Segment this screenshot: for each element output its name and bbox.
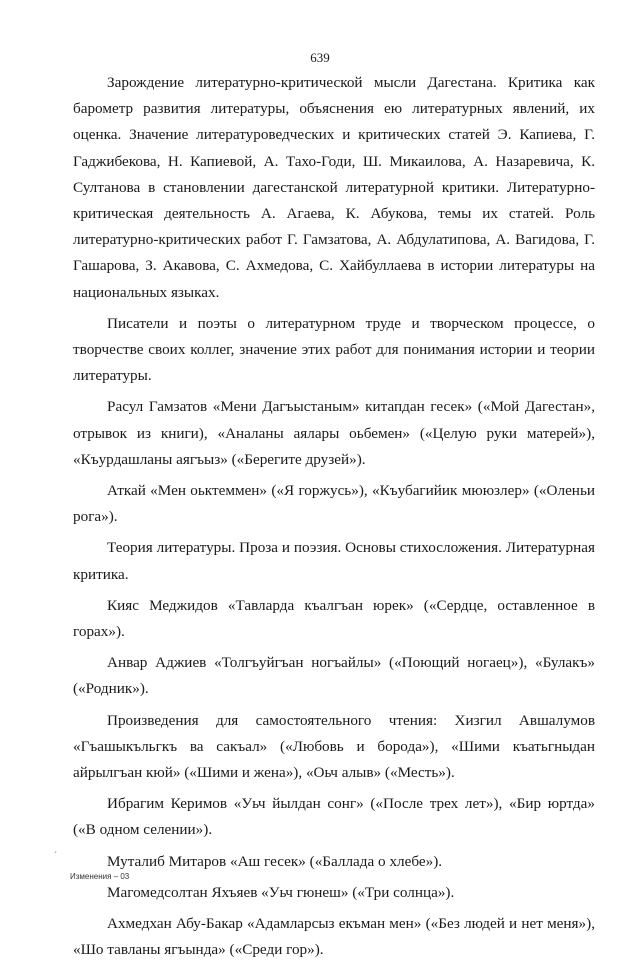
scan-mark: ˊ [54,850,57,860]
footer-revision: Изменения – 03 [70,872,130,881]
paragraph-theory: Теория литературы. Проза и поэзия. Основы стихосложения. Литературная критика. [73,539,595,583]
paragraph-abu-bakar: Ахмедхан Абу-Бакар «Адамларсыз екъман мен» («Без людей и нет меня»), «Шо тавланы ягъында» («Среди гор»). [73,915,595,959]
body-text [73,70,595,969]
paragraph-kerimov: Ибрагим Керимов «Уьч йылдан сонг» («После трех лет»), «Бир юртда» («В одном селении»). [73,795,595,839]
paragraph-writers-on-work: Писатели и поэты о литературном труде и творческом процессе, о творчестве своих коллег, значение этих работ для понимания истории и теории литературы. [73,314,595,385]
paragraph-atkay: Аткай «Мен оьктеммен» («Я горжусь»), «Къубагийик мююзлер» («Оленьи рога»). [73,482,595,526]
page-number: 639 [310,50,330,65]
paragraph-gamzatov: Расул Гамзатов «Мени Дагъыстаным» китапдан гесек» («Мой Дагестан», отрывок из книги), «Аналаны аялары оьбемен» («Целую руки матерей»), «Къурдашланы аягъыз» («Берегите друзей»). [73,398,595,468]
paragraph-yakhyaev: Магомедсолтан Яхъяев «Уьч гюнеш» («Три солнца»). [107,883,455,901]
paragraph-mitarov: Муталиб Митаров «Аш гесек» («Баллада о хлебе»). [107,852,443,870]
paragraph-criticism-origins: Зарождение литературно-критической мысли Дагестана. Критика как барометр развития литературы, объяснения ею литературных явлений, их оценка. Значение литературоведческих и критических статей Э. Капиева, Г. Гаджибекова, Н. Капиевой, А. Тахо-Годи, Ш. Микаилова, А. Назаревича, К. Султанова в становлении дагестанской литературной критики. Литературно-критическая деятельность А. Агаева, К. Абукова, темы их статей. Роль литературно-критических работ Г. Гамзатова, А. Абдулатипова, А. Вагидова, Г. Гашарова, З. Акавова, С. Ахмедова, С. Хайбуллаева в истории литературы на национальных языках. [73,74,595,301]
paragraph-adzhiev: Анвар Аджиев «Толгъуйгъан ногъайлы» («Поющий ногаец»), «Булакъ» («Родник»). [73,654,595,698]
paragraph-medzhidov: Кияс Меджидов «Тавларда къалгъан юрек» («Сердце, оставленное в горах»). [73,596,595,641]
paragraph-independent-reading: Произведения для самостоятельного чтения: Хизгил Авшалумов «Гъашыкъльгкъ ва сакъал» («Любовь и борода»), «Шими къатьгныдан айрылгъан кюй» («Шими и жена»), «Оьч алыв» («Месть»). [73,711,595,782]
